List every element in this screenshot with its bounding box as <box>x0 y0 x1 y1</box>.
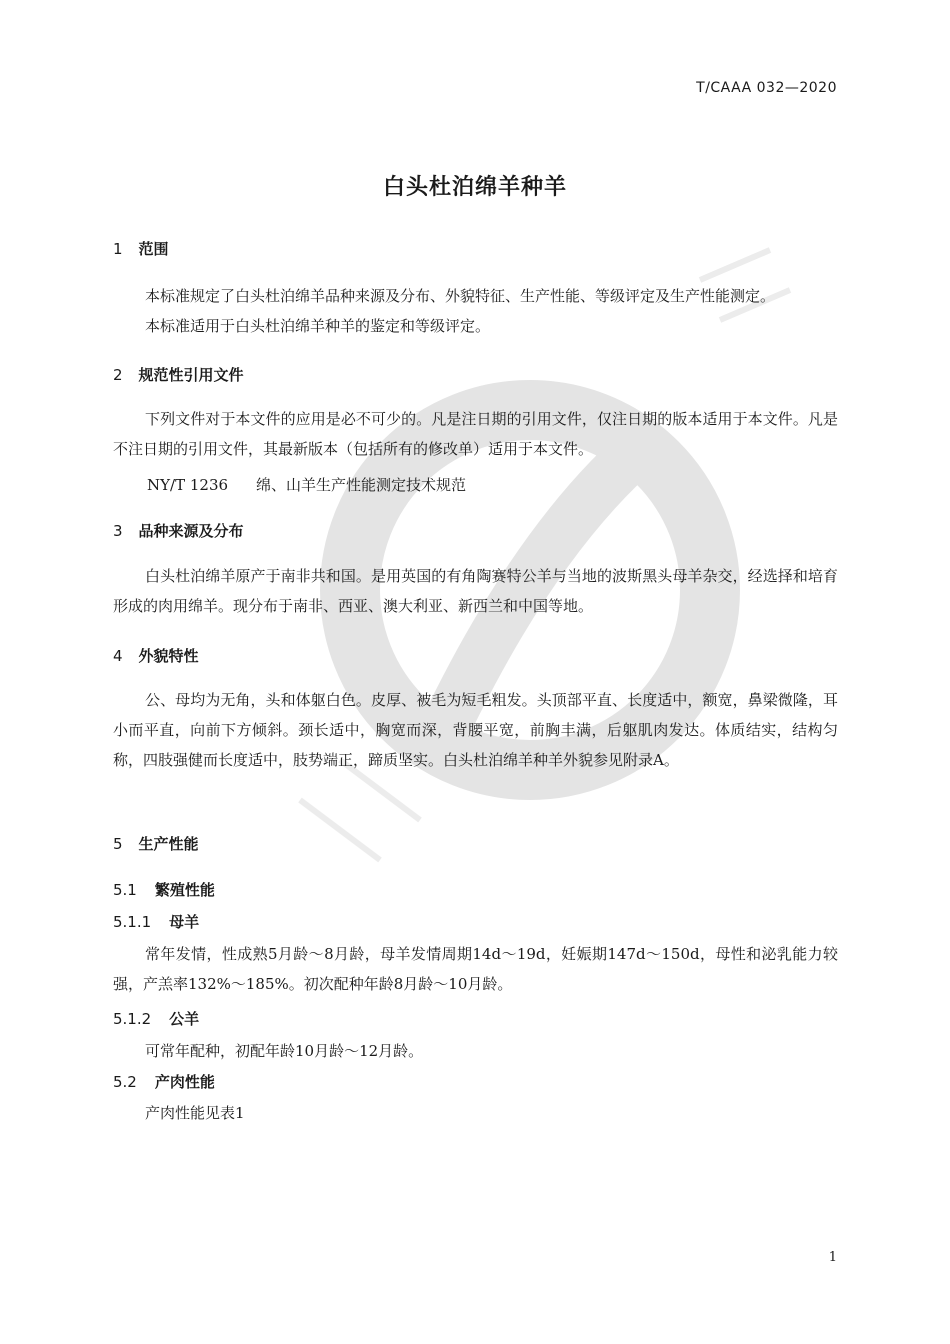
reference-code: NY/T 1236 <box>147 476 229 494</box>
section-number: 1 <box>113 240 123 258</box>
section-5-1-1-paragraph: 常年发情，性成熟5月龄～8月龄，母羊发情周期14d～19d，妊娠期147d～150d，母性和泌乳能力较强，产羔率132%～185%。初次配种年龄8月龄～10月龄。 <box>113 945 838 993</box>
section-5-1-1-heading <box>113 911 199 932</box>
section-number: 5.2 <box>113 1073 137 1091</box>
section-3-heading <box>113 520 244 541</box>
section-1-paragraph-2: 本标准适用于白头杜泊绵羊种羊的鉴定和等级评定。 <box>145 317 491 335</box>
section-number: 5.1.1 <box>113 913 152 931</box>
section-number: 4 <box>113 647 123 665</box>
section-number: 5 <box>113 835 123 853</box>
section-title: 产肉性能 <box>154 1073 215 1091</box>
section-5-2-heading <box>113 1071 215 1092</box>
section-number: 5.1.2 <box>113 1010 152 1028</box>
reference-title: 绵、山羊生产性能测定技术规范 <box>256 476 467 494</box>
document-title: 白头杜泊绵羊种羊 <box>382 175 567 200</box>
section-title: 品种来源及分布 <box>138 522 244 540</box>
section-title: 母羊 <box>169 913 200 931</box>
section-5-1-2-paragraph: 可常年配种，初配年龄10月龄～12月龄。 <box>145 1042 424 1060</box>
section-4-paragraph-1: 公、母均为无角，头和体躯白色。皮厚、被毛为短毛粗发。头顶部平直、长度适中，额宽，鼻梁微隆，耳小而平直，向前下方倾斜。颈长适中，胸宽而深，背腰平宽，前胸丰满，后躯肌肉发达。体质结实，结构匀称，四肢强健而长度适中，肢势端正，蹄质坚实。白头杜泊绵羊种羊外貌参见附录A。 <box>113 691 838 769</box>
section-5-heading <box>113 833 199 854</box>
section-2-paragraph-1: 下列文件对于本文件的应用是必不可少的。凡是注日期的引用文件，仅注日期的版本适用于本文件。凡是不注日期的引用文件，其最新版本（包括所有的修改单）适用于本文件。 <box>113 410 838 458</box>
section-title: 规范性引用文件 <box>138 366 244 384</box>
section-5-2-paragraph: 产肉性能见表1 <box>145 1104 245 1122</box>
section-1-paragraph-1: 本标准规定了白头杜泊绵羊品种来源及分布、外貌特征、生产性能、等级评定及生产性能测定。 <box>145 287 776 305</box>
section-title: 外貌特性 <box>138 647 199 665</box>
section-4-heading <box>113 645 199 666</box>
section-3-paragraph-1: 白头杜泊绵羊原产于南非共和国。是用英国的有角陶赛特公羊与当地的波斯黑头母羊杂交，经选择和培育形成的肉用绵羊。现分布于南非、西亚、澳大利亚、新西兰和中国等地。 <box>113 567 838 615</box>
section-number: 5.1 <box>113 881 137 899</box>
section-5-1-heading <box>113 879 215 900</box>
section-title: 生产性能 <box>138 835 199 853</box>
section-number: 2 <box>113 366 123 384</box>
document-id: T/CAAA 032—2020 <box>696 80 837 96</box>
section-5-1-2-heading <box>113 1008 199 1029</box>
section-title: 繁殖性能 <box>154 881 215 899</box>
section-2-heading <box>113 364 244 385</box>
section-title: 公羊 <box>169 1010 200 1028</box>
section-1-heading <box>113 238 169 259</box>
page-number: 1 <box>828 1250 837 1265</box>
section-title: 范围 <box>138 240 169 258</box>
section-number: 3 <box>113 522 123 540</box>
normative-reference <box>147 474 466 495</box>
